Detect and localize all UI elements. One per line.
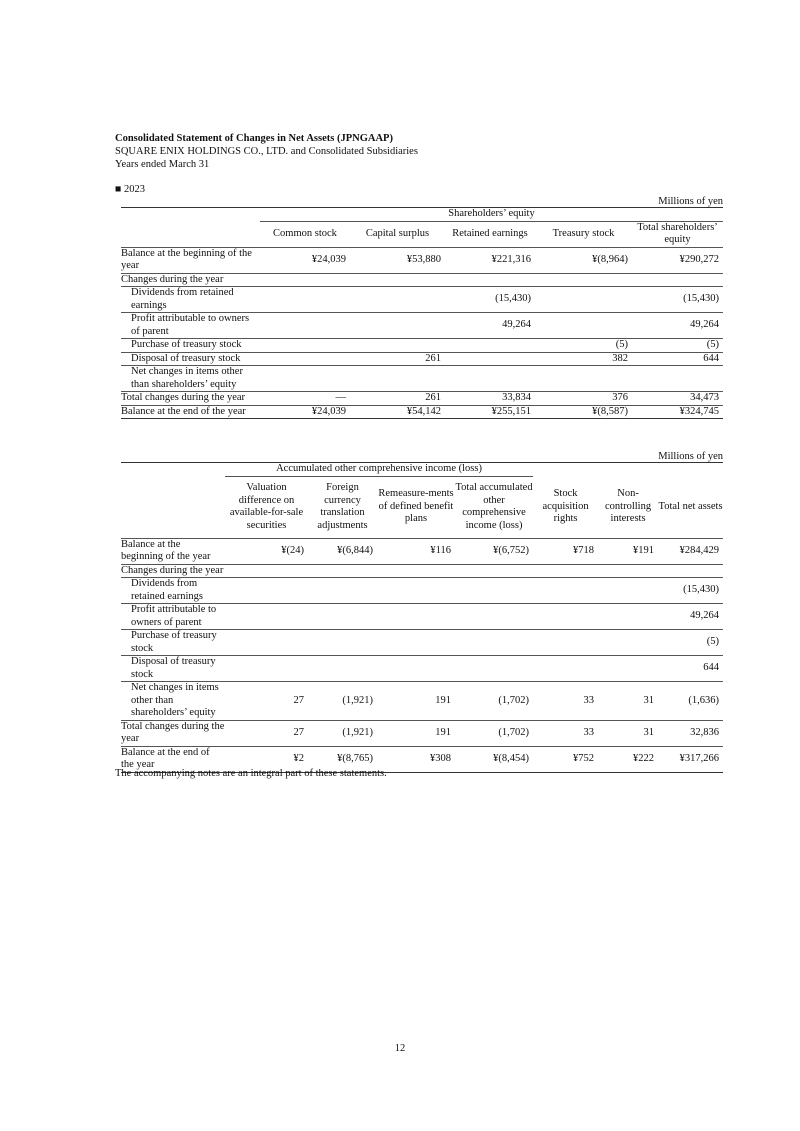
cell-value: [260, 366, 350, 392]
column-header: Non-controlling interests: [598, 476, 658, 538]
cell-value: 27: [225, 720, 308, 746]
table-row: [121, 313, 723, 339]
column-header: Foreign currency translation adjustments: [308, 476, 377, 538]
cell-value: [455, 578, 533, 604]
cell-value: ¥(6,752): [455, 538, 533, 564]
cell-value: [260, 339, 350, 353]
cell-value: [455, 656, 533, 682]
cell-value: (1,921): [308, 682, 377, 721]
cell-value: [455, 630, 533, 656]
row-label: Balance at the beginning of the year: [121, 247, 260, 273]
column-header: Capital surplus: [350, 221, 445, 247]
cell-value: [658, 564, 723, 578]
cell-value: [260, 352, 350, 366]
units-label: Millions of yen: [658, 451, 723, 462]
table-row: [121, 564, 723, 578]
cell-value: [445, 352, 535, 366]
cell-value: ¥24,039: [260, 247, 350, 273]
cell-value: 33: [533, 720, 598, 746]
cell-value: [598, 564, 658, 578]
row-label: Balance at the end of the year: [121, 405, 260, 419]
column-header: Stock acquisition rights: [533, 476, 598, 538]
cell-value: (15,430): [445, 287, 535, 313]
shareholders-equity-table: [121, 207, 723, 419]
cell-value: [632, 273, 723, 287]
cell-value: [445, 366, 535, 392]
column-header: Total shareholders’ equity: [632, 221, 723, 247]
row-label: Changes during the year: [121, 273, 260, 287]
units-label: Millions of yen: [658, 196, 723, 207]
group-header: Shareholders’ equity: [260, 208, 723, 222]
row-label: Net changes in items other than shareholders’ equity: [121, 682, 225, 721]
cell-value: [350, 273, 445, 287]
cell-value: [225, 630, 308, 656]
cell-value: 32,836: [658, 720, 723, 746]
cell-value: (1,636): [658, 682, 723, 721]
cell-value: [308, 630, 377, 656]
cell-value: 191: [377, 720, 455, 746]
cell-value: [533, 604, 598, 630]
cell-value: [377, 604, 455, 630]
cell-value: (5): [632, 339, 723, 353]
table-row: [121, 247, 723, 273]
cell-value: [377, 564, 455, 578]
column-header: Common stock: [260, 221, 350, 247]
cell-value: [598, 656, 658, 682]
cell-value: ¥324,745: [632, 405, 723, 419]
cell-value: 49,264: [632, 313, 723, 339]
cell-value: (15,430): [658, 578, 723, 604]
cell-value: [377, 630, 455, 656]
cell-value: ¥(8,964): [535, 247, 632, 273]
cell-value: [535, 273, 632, 287]
cell-value: [377, 656, 455, 682]
table-row: [121, 405, 723, 419]
column-header: Remeasure-ments of defined benefit plans: [377, 476, 455, 538]
column-header: Retained earnings: [445, 221, 535, 247]
cell-value: [225, 564, 308, 578]
table-row: [121, 720, 723, 746]
cell-value: 644: [632, 352, 723, 366]
cell-value: ¥2: [225, 746, 308, 772]
cell-value: [533, 564, 598, 578]
cell-value: [260, 313, 350, 339]
cell-value: ¥221,316: [445, 247, 535, 273]
cell-value: [535, 313, 632, 339]
cell-value: ¥116: [377, 538, 455, 564]
cell-value: 644: [658, 656, 723, 682]
column-header: Total accumulated other comprehensive income (loss): [455, 476, 533, 538]
table-row: [121, 682, 723, 721]
cell-value: ¥53,880: [350, 247, 445, 273]
table-row: [121, 656, 723, 682]
cell-value: [225, 578, 308, 604]
cell-value: ¥(6,844): [308, 538, 377, 564]
cell-value: [533, 578, 598, 604]
cell-value: [308, 656, 377, 682]
cell-value: [377, 578, 455, 604]
cell-value: [225, 656, 308, 682]
row-label: Net changes in items other than shareholders’ equity: [121, 366, 260, 392]
cell-value: [598, 578, 658, 604]
group-header: Accumulated other comprehensive income (loss): [225, 463, 533, 477]
column-header: Treasury stock: [535, 221, 632, 247]
cell-value: 382: [535, 352, 632, 366]
row-label: Disposal of treasury stock: [121, 656, 225, 682]
row-label: Profit attributable to owners of parent: [121, 604, 225, 630]
cell-value: (1,702): [455, 720, 533, 746]
cell-value: [308, 604, 377, 630]
row-label: Total changes during the year: [121, 392, 260, 406]
row-label: Balance at the end of the year: [121, 746, 225, 772]
cell-value: (5): [535, 339, 632, 353]
cell-value: [535, 287, 632, 313]
cell-value: ¥54,142: [350, 405, 445, 419]
cell-value: ¥24,039: [260, 405, 350, 419]
row-label: Dividends from retained earnings: [121, 578, 225, 604]
cell-value: ¥255,151: [445, 405, 535, 419]
cell-value: [260, 287, 350, 313]
cell-value: [260, 273, 350, 287]
cell-value: (1,702): [455, 682, 533, 721]
cell-value: 376: [535, 392, 632, 406]
cell-value: [225, 604, 308, 630]
cell-value: [350, 313, 445, 339]
table-row: [121, 578, 723, 604]
cell-value: ¥317,266: [658, 746, 723, 772]
cell-value: [533, 656, 598, 682]
cell-value: 191: [377, 682, 455, 721]
cell-value: ¥284,429: [658, 538, 723, 564]
cell-value: —: [260, 392, 350, 406]
cell-value: (15,430): [632, 287, 723, 313]
cell-value: ¥(24): [225, 538, 308, 564]
cell-value: 49,264: [658, 604, 723, 630]
table-row: [121, 352, 723, 366]
table-row: [121, 538, 723, 564]
cell-value: (5): [658, 630, 723, 656]
table-row: [121, 287, 723, 313]
cell-value: ¥(8,587): [535, 405, 632, 419]
cell-value: [445, 273, 535, 287]
page-number: 12: [394, 1043, 406, 1054]
cell-value: [308, 564, 377, 578]
cell-value: [350, 287, 445, 313]
cell-value: ¥(8,765): [308, 746, 377, 772]
row-label: Purchase of treasury stock: [121, 339, 260, 353]
row-label: Total changes during the year: [121, 720, 225, 744]
cell-value: [598, 604, 658, 630]
year-heading: ■ 2023: [115, 184, 145, 195]
table-row: [121, 630, 723, 656]
footnote: The accompanying notes are an integral part of these statements.: [115, 768, 387, 779]
cell-value: [350, 339, 445, 353]
row-label: Profit attributable to owners of parent: [121, 313, 260, 339]
company-name: SQUARE ENIX HOLDINGS CO., LTD. and Consolidated Subsidiaries: [115, 146, 418, 157]
cell-value: ¥308: [377, 746, 455, 772]
cell-value: (1,921): [308, 720, 377, 746]
cell-value: ¥290,272: [632, 247, 723, 273]
cell-value: [455, 604, 533, 630]
table-row: [121, 604, 723, 630]
row-label: Balance at the beginning of the year: [121, 538, 225, 564]
cell-value: 261: [350, 392, 445, 406]
row-label: Changes during the year: [121, 564, 224, 576]
cell-value: [533, 630, 598, 656]
column-header: Total net assets: [658, 476, 723, 538]
cell-value: ¥718: [533, 538, 598, 564]
cell-value: ¥752: [533, 746, 598, 772]
period: Years ended March 31: [115, 159, 210, 170]
cell-value: [350, 366, 445, 392]
cell-value: 49,264: [445, 313, 535, 339]
cell-value: [535, 366, 632, 392]
row-label: Dividends from retained earnings: [121, 287, 260, 313]
table-row: [121, 392, 723, 406]
cell-value: 27: [225, 682, 308, 721]
cell-value: ¥(8,454): [455, 746, 533, 772]
cell-value: ¥222: [598, 746, 658, 772]
cell-value: 31: [598, 682, 658, 721]
table-row: [121, 273, 723, 287]
cell-value: [308, 578, 377, 604]
cell-value: [598, 630, 658, 656]
row-label: Purchase of treasury stock: [121, 630, 225, 656]
table-row: [121, 339, 723, 353]
table-row: [121, 366, 723, 392]
statement-title: Consolidated Statement of Changes in Net Assets (JPNGAAP): [115, 133, 393, 144]
cell-value: [632, 366, 723, 392]
cell-value: [455, 564, 533, 578]
cell-value: 33,834: [445, 392, 535, 406]
comprehensive-income-table: [121, 462, 723, 773]
cell-value: ¥191: [598, 538, 658, 564]
cell-value: 31: [598, 720, 658, 746]
cell-value: 33: [533, 682, 598, 721]
cell-value: [445, 339, 535, 353]
column-header: Valuation difference on available-for-sale securities: [225, 476, 308, 538]
cell-value: 261: [350, 352, 445, 366]
cell-value: 34,473: [632, 392, 723, 406]
row-label: Disposal of treasury stock: [121, 352, 260, 366]
